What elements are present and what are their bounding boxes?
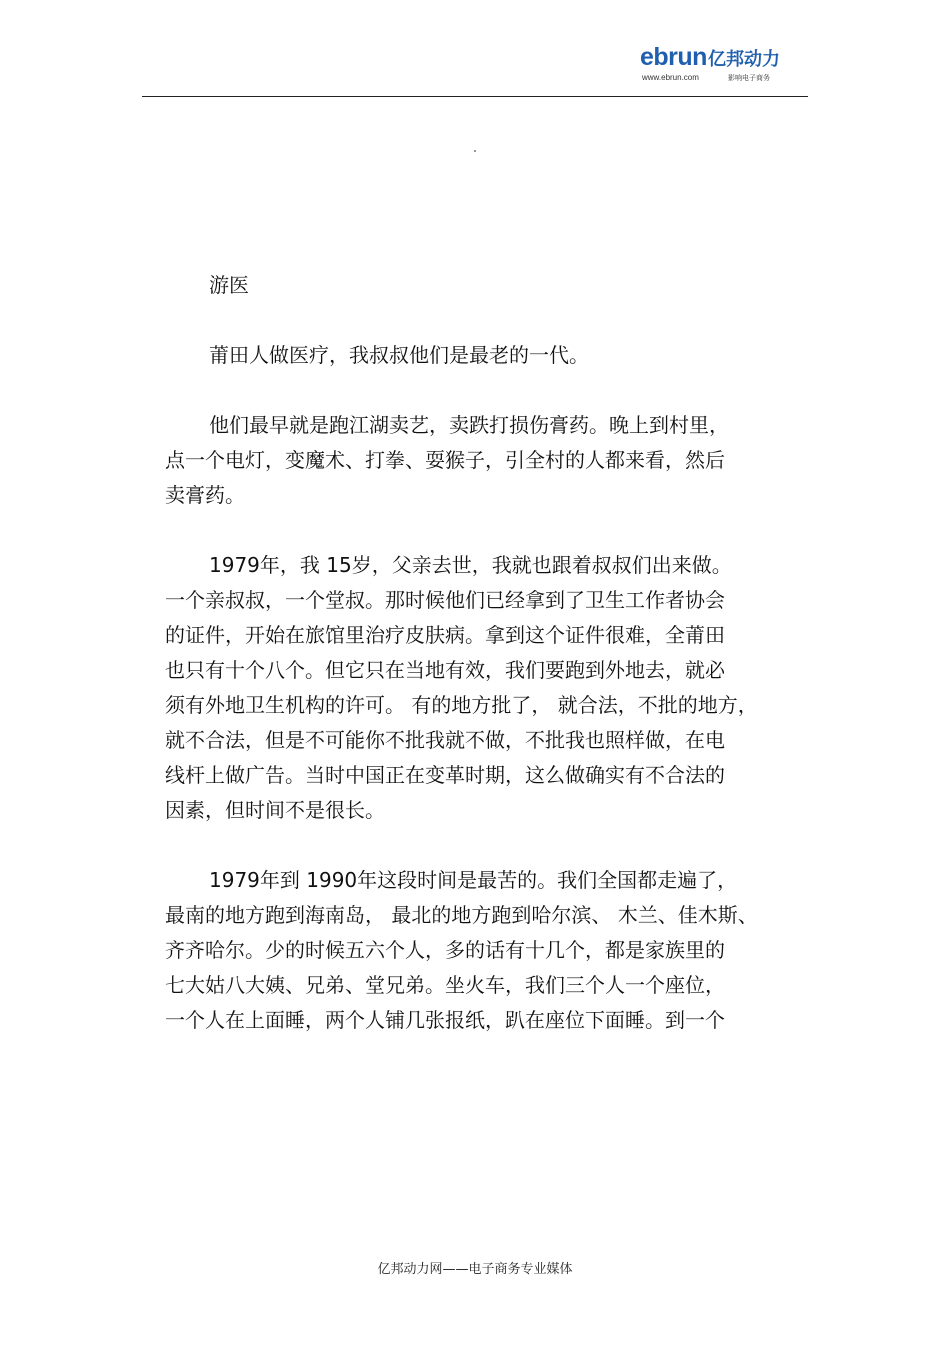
article-body <box>165 268 805 1038</box>
paragraph-line: 也只有十个八个。但它只在当地有效，我们要跑到外地去，就必 <box>165 658 725 682</box>
page-footer: 亿邦动力网——电子商务专业媒体 <box>377 1262 573 1277</box>
paragraph-3 <box>165 548 805 828</box>
paragraph-line: 点一个电灯，变魔术、打拳、耍猴子，引全村的人都来看，然后 <box>165 448 725 472</box>
paragraph-line: 1979年，我 15岁，父亲去世，我就也跟着叔叔们出来做。 <box>209 553 732 577</box>
paragraph-line: 因素，但时间不是很长。 <box>165 798 385 822</box>
title-line: 游医 <box>209 273 249 297</box>
header-divider <box>142 96 808 97</box>
ebrun-logo <box>640 44 810 86</box>
logo-wordmark-cn: 亿邦动力 <box>707 49 780 70</box>
paragraph-line: 齐齐哈尔。少的时候五六个人，多的话有十几个，都是家族里的 <box>165 938 725 962</box>
paragraph-2 <box>165 408 805 513</box>
paragraph-4 <box>165 863 805 1038</box>
paragraph-1 <box>165 338 805 373</box>
paragraph-line: 卖膏药。 <box>165 483 245 507</box>
stray-dot <box>474 150 476 152</box>
paragraph-line: 就不合法，但是不可能你不批我就不做，不批我也照样做，在电 <box>165 728 725 752</box>
paragraph-line: 莆田人做医疗，我叔叔他们是最老的一代。 <box>209 343 589 367</box>
paragraph-line: 他们最早就是跑江湖卖艺，卖跌打损伤膏药。晚上到村里， <box>209 413 729 437</box>
paragraph-line: 线杆上做广告。当时中国正在变革时期，这么做确实有不合法的 <box>165 763 725 787</box>
paragraph-line: 一个人在上面睡，两个人铺几张报纸，趴在座位下面睡。到一个 <box>165 1008 725 1032</box>
logo-url: www.ebrun.com <box>642 73 699 82</box>
logo-wordmark <box>640 44 780 73</box>
paragraph-line: 须有外地卫生机构的许可。 有的地方批了， 就合法，不批的地方， <box>165 693 758 717</box>
paragraph-line: 1979年到 1990年这段时间是最苦的。我们全国都走遍了， <box>209 868 738 892</box>
logo-slogan: 影响电子商务 <box>728 74 770 82</box>
paragraph-line: 最南的地方跑到海南岛， 最北的地方跑到哈尔滨、 木兰、佳木斯、 <box>165 903 758 927</box>
article-title <box>165 268 805 303</box>
paragraph-line: 的证件，开始在旅馆里治疗皮肤病。拿到这个证件很难，全莆田 <box>165 623 725 647</box>
paragraph-line: 一个亲叔叔，一个堂叔。那时候他们已经拿到了卫生工作者协会 <box>165 588 725 612</box>
paragraph-line: 七大姑八大姨、兄弟、堂兄弟。坐火车，我们三个人一个座位， <box>165 973 725 997</box>
logo-wordmark-en: ebrun <box>640 43 707 71</box>
